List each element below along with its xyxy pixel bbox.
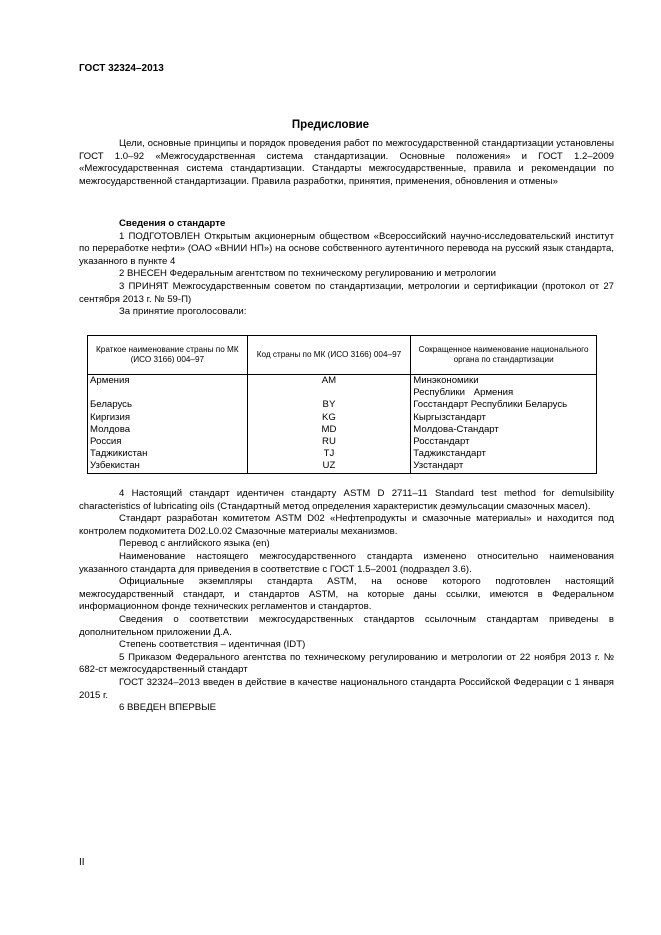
table-row [88,399,597,411]
info-item-4: 4 Настоящий стандарт идентичен стандарту ASTM D 2711–11 Standard test method for demulsibility characteristics of lubricating oils (Стандартный метод определения характеристик деэмульсации смазочных масел). [79,488,614,512]
cell-org: Таджикстандарт [411,448,597,460]
section-title: Предисловие [291,119,370,131]
header-org: Сокращенное наименование национального органа по стандартизации [411,336,597,375]
cell-country: Армения [88,375,248,400]
table-row [88,436,597,448]
cell-code: UZ [247,460,411,473]
org-word: Республики [413,387,466,399]
info-item-2: 2 ВНЕСЕН Федеральным агентством по техническому регулированию и метрологии [119,268,497,280]
voted-label: За принятие проголосовали: [119,306,247,318]
document-code-header: ГОСТ 32324–2013 [79,63,164,74]
org-word: Армения [473,387,514,399]
table-row [88,375,597,400]
org-line [413,387,513,399]
table-row [88,412,597,424]
table-row [88,460,597,473]
standard-info-block [79,218,614,319]
cell-country: Молдова [88,424,248,436]
cell-country: Киргизия [88,412,248,424]
cell-country: Таджикистан [88,448,248,460]
org-line: Минэкономики [413,375,479,386]
header-country: Краткое наименование страны по МК (ИСО 3166) 004–97 [88,336,248,375]
committee-paragraph: Стандарт разработан комитетом ASTM D02 «Нефтепродукты и смазочные материалы» и находится под контролем подкомитета D02.L0.02 Смазочные материалы механизмов. [79,513,614,537]
cell-org: Молдова-Стандарт [411,424,597,436]
table-row [88,424,597,436]
info-item-6: 6 ВВЕДЕН ВПЕРВЫЕ [119,702,217,714]
after-table-block [79,488,614,715]
info-item-3: 3 ПРИНЯТ Межгосударственным советом по стандартизации, метрологии и сертификации (протокол от 27 сентября 2013 г. № 59-П) [79,280,614,305]
table-header-row [88,336,597,375]
translation-paragraph: Перевод с английского языка (en) [119,538,270,550]
official-copies-paragraph: Официальные экземпляры стандарта ASTM, на основе которого подготовлен настоящий межгосударственный стандарт, и стандартов ASTM, на которые даны ссылки, имеются в Федеральном информационном фонде технических регламентов и стандартов. [79,576,614,613]
cell-code: MD [247,424,411,436]
cell-code: KG [247,412,411,424]
cell-code: AM [247,375,411,400]
info-item-5: 5 Приказом Федерального агентства по техническому регулированию и метрологии от 22 ноября 2013 г. № 682-ст межгосударственный стандарт [79,651,614,676]
cell-country: Беларусь [88,399,248,411]
table-row [88,448,597,460]
cell-org [411,375,597,400]
voting-table [87,335,597,474]
info-item-1: 1 ПОДГОТОВЛЕН Открытым акционерным обществом «Всероссийский научно-исследовательский институт по переработке нефти» (ОАО «ВНИИ НП») на основе собственного аутентичного перевода на русский язык стандарта, указанного в пункте 4 [79,230,614,267]
cell-org: Госстандарт Республики Беларусь [411,399,597,411]
cell-code: RU [247,436,411,448]
intro-paragraph: Цели, основные принципы и порядок проведения работ по межгосударственной стандартизации установлены ГОСТ 1.0–92 «Межгосударственная система стандартизации. Основные положения» и ГОСТ 1.2–2009 «Межгосударственная система стандартизации. Стандарты межгосударственные, правила и рекомендации по межгосударственной стандартизации. Правила разработки, принятия, применения, обновления и отмены» [79,138,614,187]
cell-country: Узбекистан [88,460,248,473]
cell-org: Кыргызстандарт [411,412,597,424]
cell-code: TJ [247,448,411,460]
cell-country: Россия [88,436,248,448]
cell-org: Росстандарт [411,436,597,448]
effective-paragraph: ГОСТ 32324–2013 введен в действие в качестве национального стандарта Российской Федерации с 1 января 2015 г. [79,676,614,701]
name-change-paragraph: Наименование настоящего межгосударственного стандарта изменено относительно наименования указанного стандарта для приведения в соответствие с ГОСТ 1.5–2001 (подраздел 3.6). [79,550,614,575]
degree-paragraph: Степень соответствия – идентичная (IDT) [119,639,306,651]
appendix-paragraph: Сведения о соответствии межгосударственных стандартов ссылочным стандартам приведены в дополнительном приложении Д.А. [79,613,614,638]
header-code: Код страны по МК (ИСО 3166) 004–97 [247,336,411,375]
intro-block [79,138,614,188]
info-heading: Сведения о стандарте [119,218,226,229]
page-number: II [79,857,85,868]
cell-org: Узстандарт [411,460,597,473]
cell-code: BY [247,399,411,411]
